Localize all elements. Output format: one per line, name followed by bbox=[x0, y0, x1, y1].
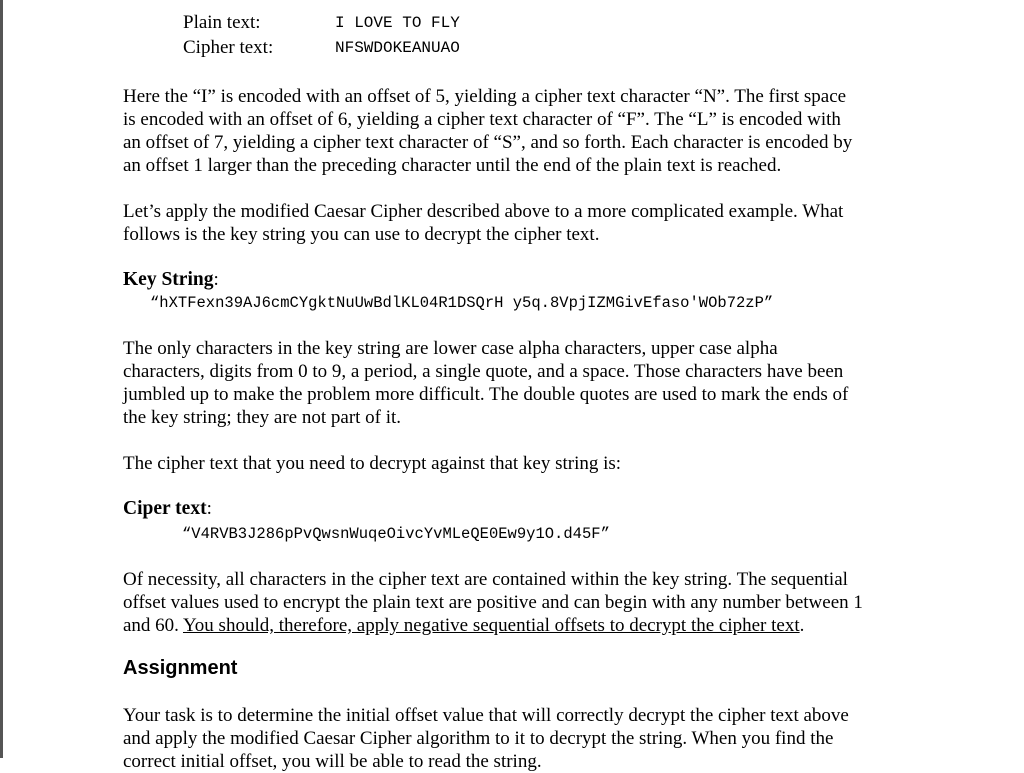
paragraph-line-with-underline bbox=[123, 614, 913, 637]
key-string-value: “hXTFexn39AJ6cmCYgktNuUwBdlKL04R1DSQrH y5q.8VpjIZMGivEfaso'WOb72zP” bbox=[150, 294, 774, 312]
paragraph-line: an offset 1 larger than the preceding character until the end of the plain text is reached. bbox=[123, 155, 782, 176]
paragraph-line: correct initial offset, you will be able to read the string. bbox=[123, 751, 542, 772]
paragraph-line: Of necessity, all characters in the cipher text are contained within the key string. The sequential bbox=[123, 569, 848, 590]
cipher-text-heading-colon: : bbox=[206, 498, 212, 519]
paragraph-line: characters, digits from 0 to 9, a period, a single quote, and a space. Those characters have been bbox=[123, 361, 844, 382]
paragraph-line: Let’s apply the modified Caesar Cipher described above to a more complicated example. What bbox=[123, 201, 844, 222]
cipher-text-value: NFSWDOKEANUAO bbox=[335, 39, 460, 57]
assignment-heading: Assignment bbox=[123, 657, 238, 679]
line-suffix: . bbox=[799, 615, 805, 636]
paragraph-line: and apply the modified Caesar Cipher algorithm to it to decrypt the string. When you find the bbox=[123, 728, 834, 749]
cipher-text-string: “V4RVB3J286pPvQwsnWuqeOivcYvMLeQE0Ew9y1O.d45F” bbox=[182, 525, 610, 543]
line-prefix: and 60. bbox=[123, 615, 183, 636]
necessity-paragraph bbox=[123, 568, 913, 637]
cipher-text-heading bbox=[123, 498, 212, 520]
key-string-heading bbox=[123, 269, 219, 291]
paragraph-line: the key string; they are not part of it. bbox=[123, 407, 402, 428]
plain-text-value: I LOVE TO FLY bbox=[335, 14, 460, 32]
paragraph-line: offset values used to encrypt the plain text are positive and can begin with any number between 1 bbox=[123, 592, 863, 613]
cipher-intro-paragraph bbox=[123, 452, 913, 475]
paragraph-line: The cipher text that you need to decrypt against that key string is: bbox=[123, 453, 622, 474]
offset-explanation-paragraph bbox=[123, 85, 913, 177]
cipher-text-heading-label: Ciper text bbox=[123, 498, 207, 519]
complicated-example-paragraph bbox=[123, 200, 913, 246]
paragraph-line: an offset of 7, yielding a cipher text character of “S”, and so forth. Each character is encoded by bbox=[123, 132, 853, 153]
paragraph-line: jumbled up to make the problem more difficult. The double quotes are used to mark the ends of bbox=[123, 384, 849, 405]
paragraph-line: The only characters in the key string are lower case alpha characters, upper case alpha bbox=[123, 338, 778, 359]
page-left-border bbox=[0, 0, 3, 758]
paragraph-line: is encoded with an offset of 6, yielding a cipher text character of “F”. The “L” is encoded with bbox=[123, 109, 841, 130]
paragraph-line: Here the “I” is encoded with an offset of 5, yielding a cipher text character “N”. The first space bbox=[123, 86, 847, 107]
negative-offset-instruction: You should, therefore, apply negative sequential offsets to decrypt the cipher text bbox=[182, 615, 800, 636]
key-string-description-paragraph bbox=[123, 337, 913, 429]
paragraph-line: follows is the key string you can use to decrypt the cipher text. bbox=[123, 224, 600, 245]
cipher-text-label: Cipher text: bbox=[183, 37, 274, 58]
key-string-colon: : bbox=[213, 269, 219, 290]
task-paragraph bbox=[123, 704, 913, 773]
paragraph-line: Your task is to determine the initial offset value that will correctly decrypt the cipher text above bbox=[123, 705, 849, 726]
plain-text-label: Plain text: bbox=[183, 12, 261, 33]
key-string-label: Key String bbox=[123, 269, 214, 290]
